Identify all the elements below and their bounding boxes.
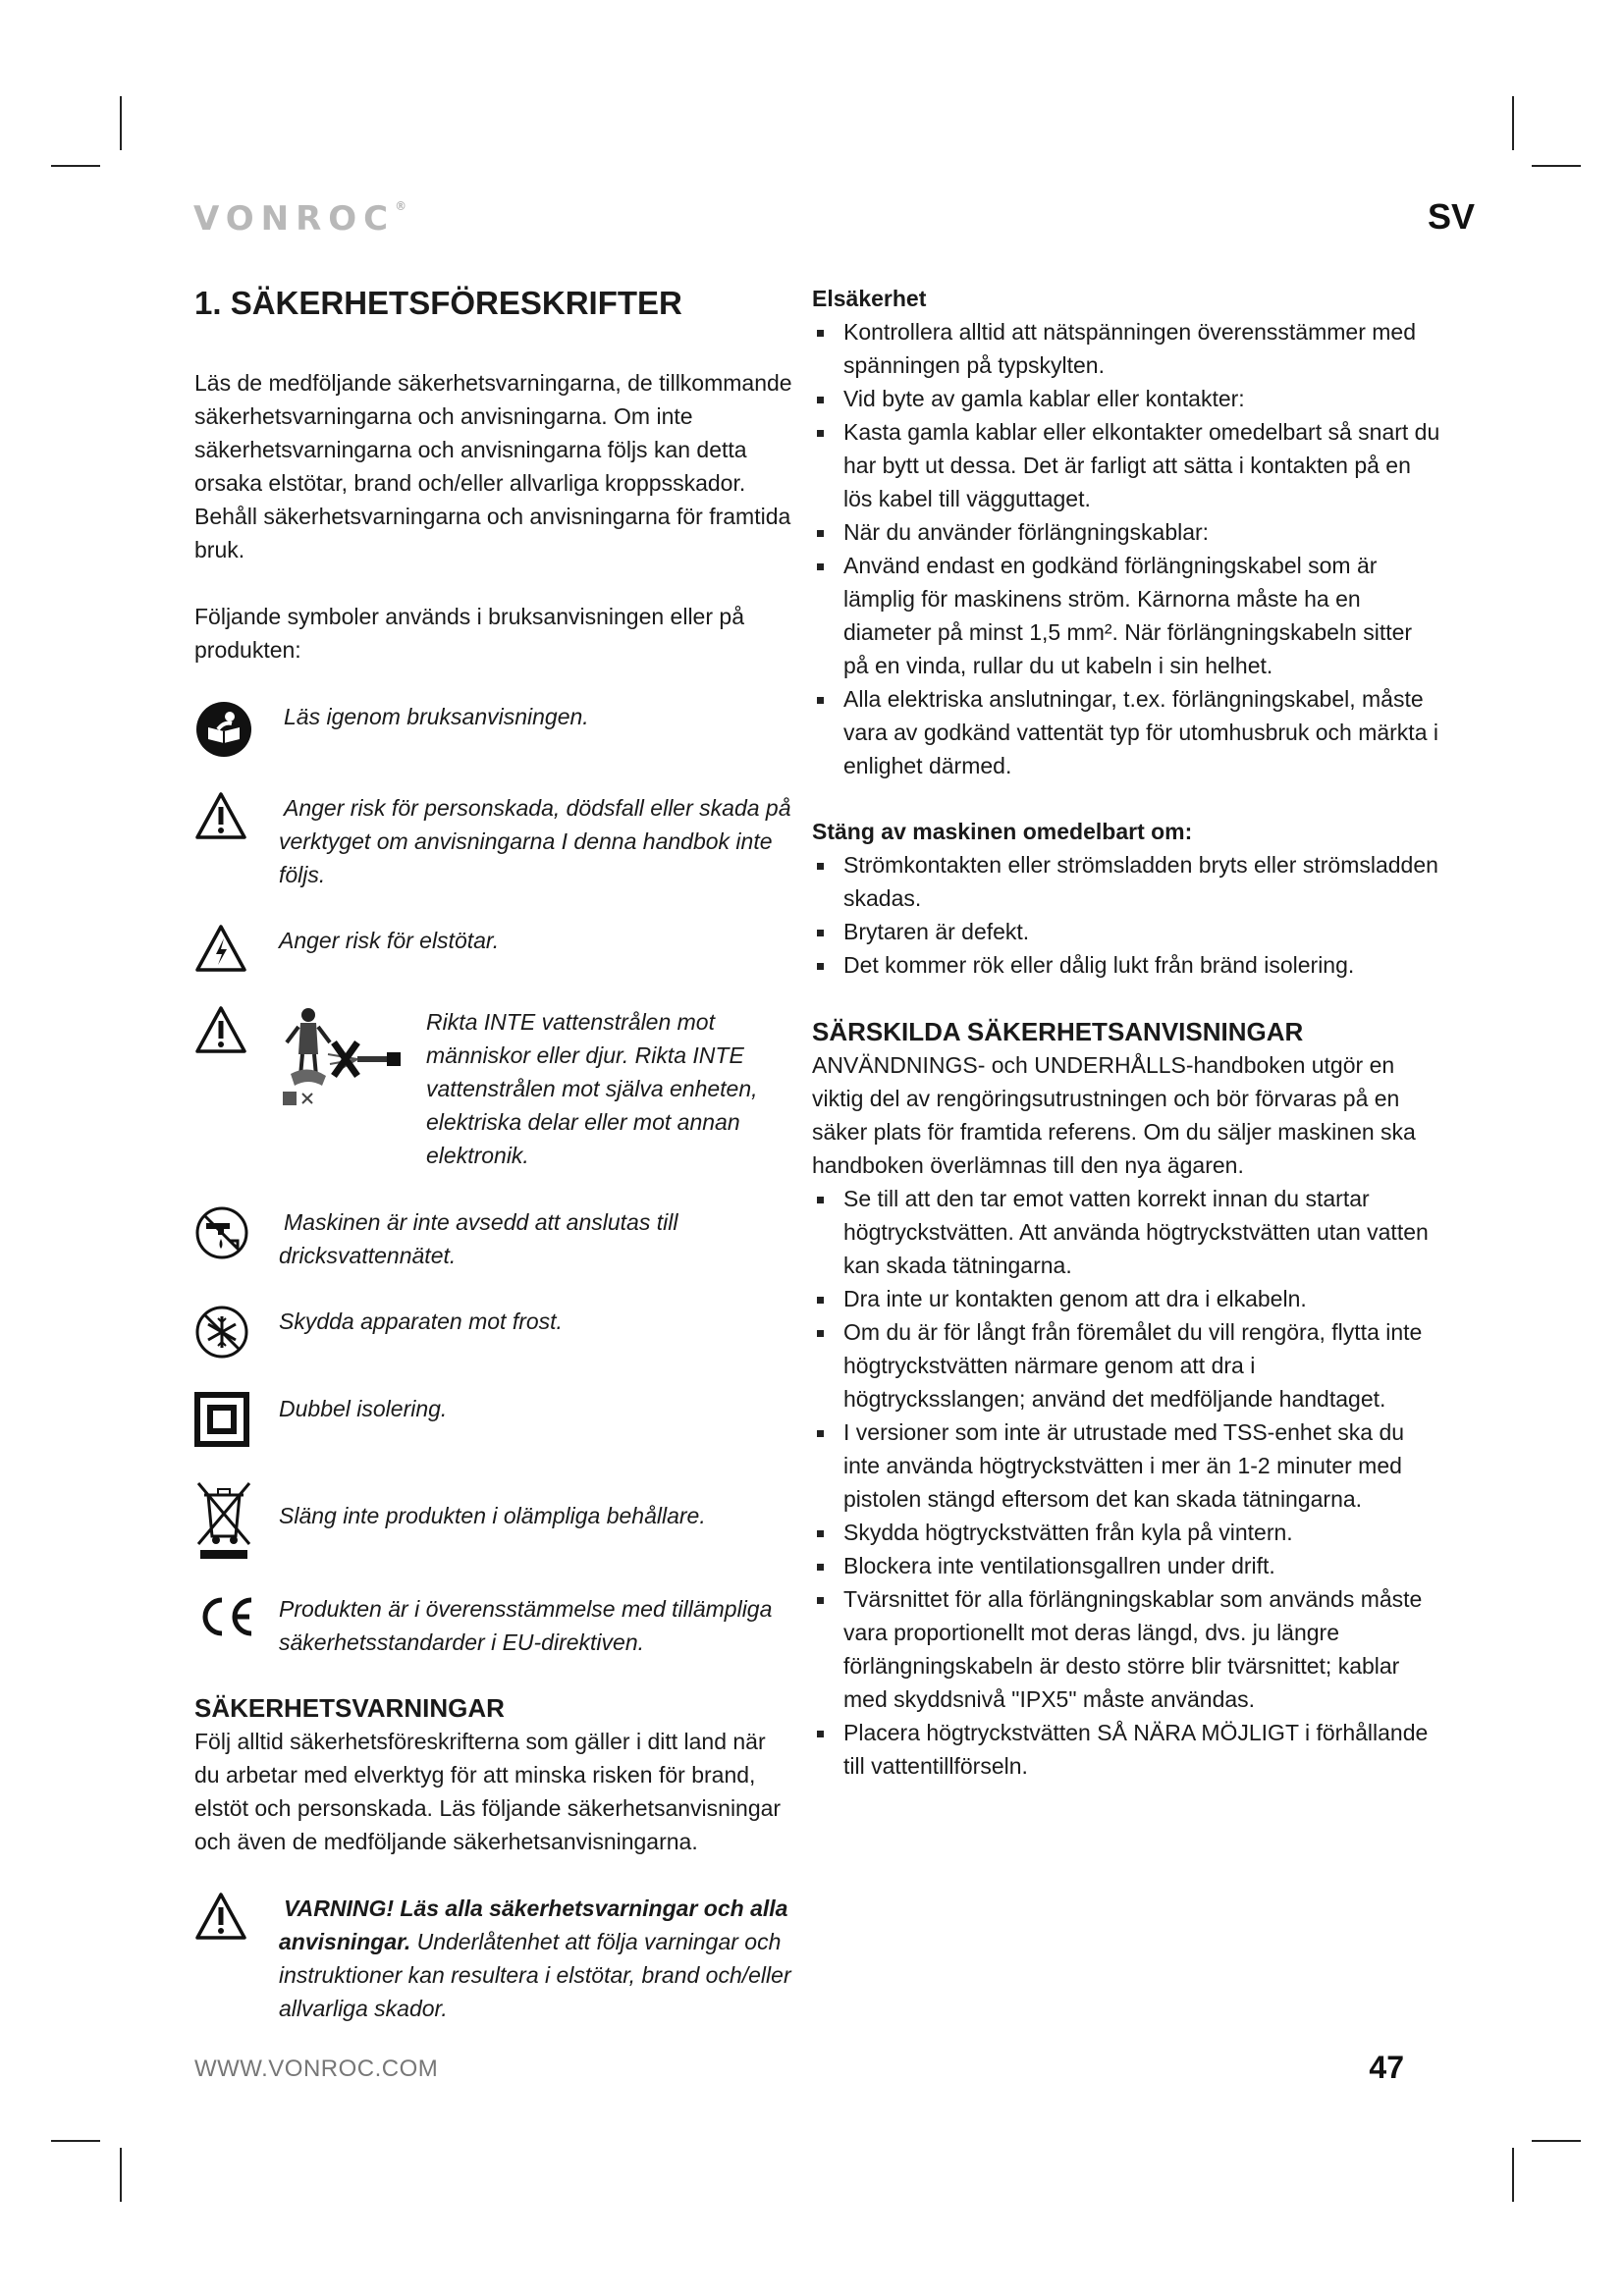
frost-protection-icon bbox=[194, 1305, 279, 1360]
list-item: Se till att den tar emot vatten korrekt innan du startar högtryckstvätten. Att använda högtryckstvätten utan vatten kan skada tätningarna. bbox=[812, 1182, 1440, 1282]
symbol-row-weee bbox=[194, 1479, 793, 1560]
symbol-text: Rikta INTE vattenstrålen mot människor eller djur. Rikta INTE vattenstrålen mot själva enheten, elektriska delar eller mot annan elektronik. bbox=[426, 1009, 758, 1168]
warning-text: VARNING! Läs alla säkerhetsvarningar och alla anvisningar. Underlåtenhet att följa varningar och instruktioner kan resultera i elstötar, brand och/eller allvarliga skador. bbox=[279, 1896, 791, 2021]
list-item: Strömkontakten eller strömsladden bryts eller strömsladden skadas. bbox=[812, 848, 1440, 915]
list-item: Tvärsnittet för alla förlängningskablar som används måste vara proportionellt mot deras längd, dvs. ju längre förlängningskabeln är desto större blir tvärsnittet; kablar med skyddsnivå "IPX5" måste användas. bbox=[812, 1582, 1440, 1716]
list-item: Använd endast en godkänd förlängningskabel som är lämplig för maskinens ström. Kärnorna måste ha en diameter på minst 1,5 mm². När förlängningskabeln sitter på en vinda, rullar du ut kabeln i sin helhet. bbox=[812, 549, 1440, 682]
crop-mark bbox=[1512, 96, 1514, 150]
list-item: Kontrollera alltid att nätspänningen överensstämmer med spänningen på typskylten. bbox=[812, 315, 1440, 382]
no-drinking-water-icon bbox=[194, 1205, 279, 1260]
warning-triangle-icon bbox=[194, 1005, 279, 1054]
list-item: Skydda högtryckstvätten från kyla på vintern. bbox=[812, 1516, 1440, 1549]
symbol-row-manual bbox=[194, 700, 793, 759]
footer-url: WWW.VONROC.COM bbox=[194, 2056, 439, 2082]
crop-mark bbox=[1512, 2148, 1514, 2202]
symbol-row-no-drinking-water bbox=[194, 1205, 793, 1272]
list-item: Dra inte ur kontakten genom att dra i elkabeln. bbox=[812, 1282, 1440, 1315]
brand-logo: VONROC® bbox=[193, 199, 407, 239]
list-item: I versioner som inte är utrustade med TSS-enhet ska du inte använda högtryckstvätten i mer än 1-2 minuter med pistolen stängd eftersom det kan skada tätningarna. bbox=[812, 1415, 1440, 1516]
language-code: SV bbox=[1427, 196, 1475, 237]
no-water-jet-icon bbox=[279, 1005, 426, 1118]
crop-mark bbox=[51, 2140, 100, 2142]
symbol-row-warning bbox=[194, 791, 793, 891]
electric-shock-icon bbox=[194, 924, 279, 973]
section-title: 1. SÄKERHETSFÖRESKRIFTER bbox=[194, 285, 682, 321]
warning-triangle-icon bbox=[194, 791, 279, 840]
crop-mark bbox=[1532, 2140, 1581, 2142]
list-item: Brytaren är defekt. bbox=[812, 915, 1440, 948]
list-item: Blockera inte ventilationsgallren under drift. bbox=[812, 1549, 1440, 1582]
list-item: När du använder förlängningskablar: bbox=[812, 515, 1440, 549]
list-item: Vid byte av gamla kablar eller kontakter: bbox=[812, 382, 1440, 415]
symbol-text: Dubbel isolering. bbox=[279, 1396, 448, 1421]
special-safety-list bbox=[812, 1182, 1440, 1783]
electrical-safety-list bbox=[812, 315, 1440, 782]
crop-mark bbox=[120, 96, 122, 150]
warnings-paragraph: Följ alltid säkerhetsföreskrifterna som gäller i ditt land när du arbetar med elverktyg för att minska risken för brand, elstöt och personskada. Läs följande säkerhetsanvisningar och även de medföljande säkerhetsanvisningarna. bbox=[194, 1729, 782, 1854]
special-safety-heading: SÄRSKILDA SÄKERHETSANVISNINGAR bbox=[812, 1017, 1304, 1046]
left-column bbox=[194, 283, 793, 2057]
symbol-text: Anger risk för elstötar. bbox=[279, 928, 500, 953]
symbol-row-general-warning bbox=[194, 1892, 793, 2025]
symbol-row-water-jet bbox=[194, 1005, 793, 1172]
page-number: 47 bbox=[1369, 2050, 1404, 2085]
special-safety-paragraph: ANVÄNDNINGS- och UNDERHÅLLS-handboken utgör en viktig del av rengöringsutrustningen och bör förvaras på en säker plats för framtida referens. Om du säljer maskinen ska handboken överlämnas till den nya ägaren. bbox=[812, 1052, 1416, 1178]
intro-paragraph: Läs de medföljande säkerhetsvarningarna, de tillkommande säkerhetsvarningarna och anvisningarna. Om inte säkerhetsvarningarna och anvisningarna följs kan detta orsaka elstötar, brand och/eller allvarliga kroppsskador. Behåll säkerhetsvarningarna och anvisningarna för framtida bruk. bbox=[194, 370, 792, 562]
list-item: Det kommer rök eller dålig lukt från bränd isolering. bbox=[812, 948, 1440, 982]
double-insulation-icon bbox=[194, 1392, 279, 1447]
warning-triangle-icon bbox=[194, 1892, 279, 1941]
symbols-intro: Följande symboler används i bruksanvisningen eller på produkten: bbox=[194, 604, 744, 663]
crop-mark bbox=[51, 165, 100, 167]
symbol-row-frost bbox=[194, 1305, 793, 1360]
symbol-row-electric bbox=[194, 924, 793, 973]
symbol-row-double-insulation bbox=[194, 1392, 793, 1447]
stop-machine-list bbox=[812, 848, 1440, 982]
crop-mark bbox=[1532, 165, 1581, 167]
symbol-text: Läs igenom bruksanvisningen. bbox=[284, 704, 589, 729]
symbol-text: Maskinen är inte avsedd att anslutas till dricksvattennätet. bbox=[279, 1209, 678, 1268]
crop-mark bbox=[120, 2148, 122, 2202]
electrical-safety-heading: Elsäkerhet bbox=[812, 286, 927, 311]
symbol-text: Skydda apparaten mot frost. bbox=[279, 1308, 563, 1334]
right-column bbox=[812, 283, 1440, 1783]
list-item: Placera högtryckstvätten SÅ NÄRA MÖJLIGT i förhållande till vattentillförseln. bbox=[812, 1716, 1440, 1783]
list-item: Kasta gamla kablar eller elkontakter omedelbart så snart du har bytt ut dessa. Det är farligt att sätta i kontakten på en lös kabel till vägguttaget. bbox=[812, 415, 1440, 515]
ce-mark-icon bbox=[194, 1592, 279, 1641]
stop-machine-heading: Stäng av maskinen omedelbart om: bbox=[812, 819, 1193, 844]
warnings-heading: SÄKERHETSVARNINGAR bbox=[194, 1693, 505, 1723]
symbol-text: Släng inte produkten i olämpliga behållare. bbox=[279, 1503, 706, 1528]
list-item: Alla elektriska anslutningar, t.ex. förlängningskabel, måste vara av godkänd vattentät typ för utomhusbruk och märkta i enlighet därmed. bbox=[812, 682, 1440, 782]
list-item: Om du är för långt från föremålet du vill rengöra, flytta inte högtryckstvätten närmare genom att dra i högtrycksslangen; använd det medföljande handtaget. bbox=[812, 1315, 1440, 1415]
crossed-bin-icon bbox=[194, 1479, 279, 1560]
read-manual-icon bbox=[194, 700, 279, 759]
symbol-row-ce bbox=[194, 1592, 793, 1659]
symbol-text: Anger risk för personskada, dödsfall eller skada på verktyget om anvisningarna I denna handbok inte följs. bbox=[279, 795, 791, 887]
symbol-text: Produkten är i överensstämmelse med tillämpliga säkerhetsstandarder i EU-direktiven. bbox=[279, 1596, 773, 1655]
